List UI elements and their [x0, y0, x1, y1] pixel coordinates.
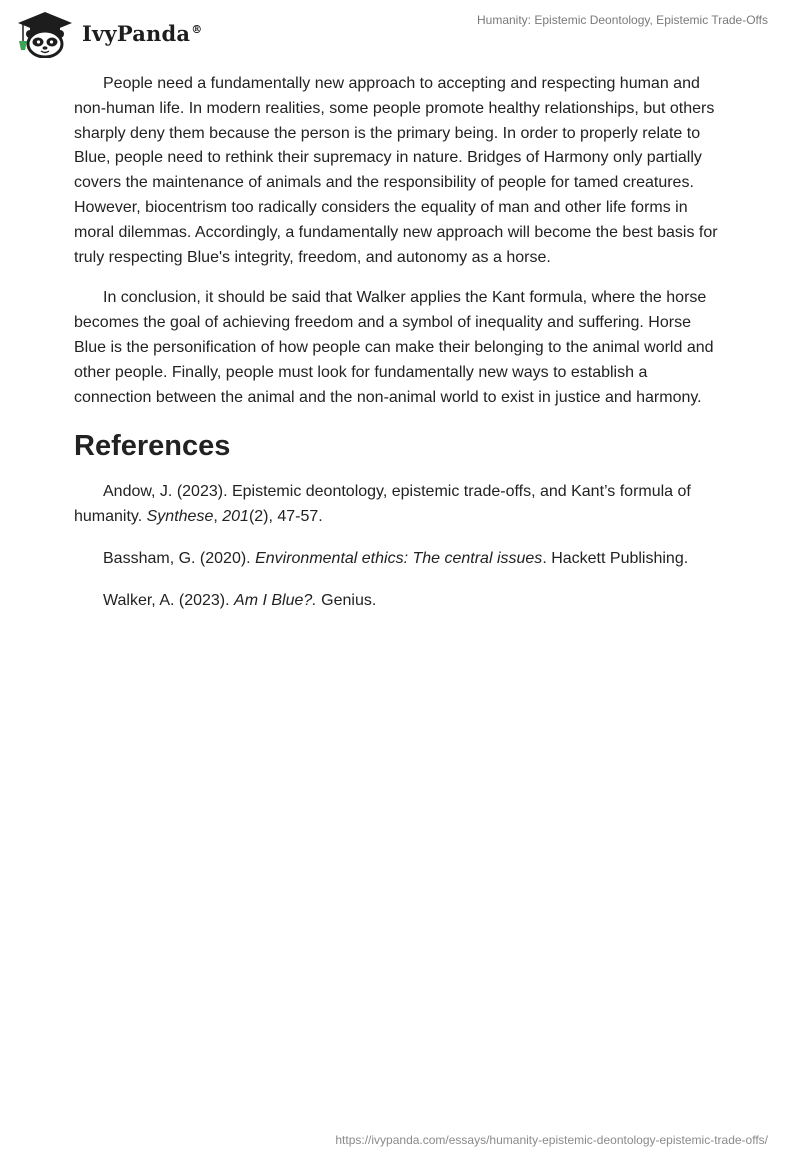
brand-name: IvyPanda® [82, 20, 203, 46]
page-header [0, 0, 800, 70]
registered-mark: ® [191, 22, 203, 36]
page-url[interactable]: https://ivypanda.com/essays/humanity-epistemic-deontology-epistemic-trade-offs/ [335, 1133, 768, 1147]
reference-item-andow: Andow, J. (2023). Epistemic deontology, epistemic trade-offs, and Kant’s formula of humanity. Synthese, 201(2), 47-57. [74, 483, 691, 526]
document-body [74, 72, 726, 631]
reference-item-walker: Walker, A. (2023). Am I Blue?. Genius. [103, 591, 377, 609]
reference-item-bassham: Bassham, G. (2020). Environmental ethics: The central issues. Hackett Publishing. [103, 549, 689, 567]
brand-logo[interactable] [14, 8, 202, 58]
running-title: Humanity: Epistemic Deontology, Epistemic Trade-Offs [477, 13, 768, 27]
body-paragraph: In conclusion, it should be said that Walker applies the Kant formula, where the horse becomes the goal of achieving freedom and a symbol of inequality and suffering. Horse Blue is the personification of how people can make their belonging to the animal world and other people. Finally, people must look for fundamentally new ways to establish a connection between the animal and the non-animal world to exist in justice and harmony. [74, 289, 714, 406]
body-paragraph: People need a fundamentally new approach to accepting and respecting human and non-human life. In modern realities, some people promote healthy relationships, but others sharply deny them because the person is the primary being. In order to properly relate to Blue, people need to rethink their supremacy in nature. Bridges of Harmony only partially covers the maintenance of animals and the responsibility of people for tamed creatures. However, biocentrism too radically considers the equality of man and other life forms in moral dilemmas. Accordingly, a fundamentally new approach will become the best basis for truly respecting Blue's integrity, freedom, and autonomy as a horse. [74, 75, 718, 266]
panda-graduate-icon [14, 8, 76, 58]
references-heading: References [74, 430, 231, 463]
